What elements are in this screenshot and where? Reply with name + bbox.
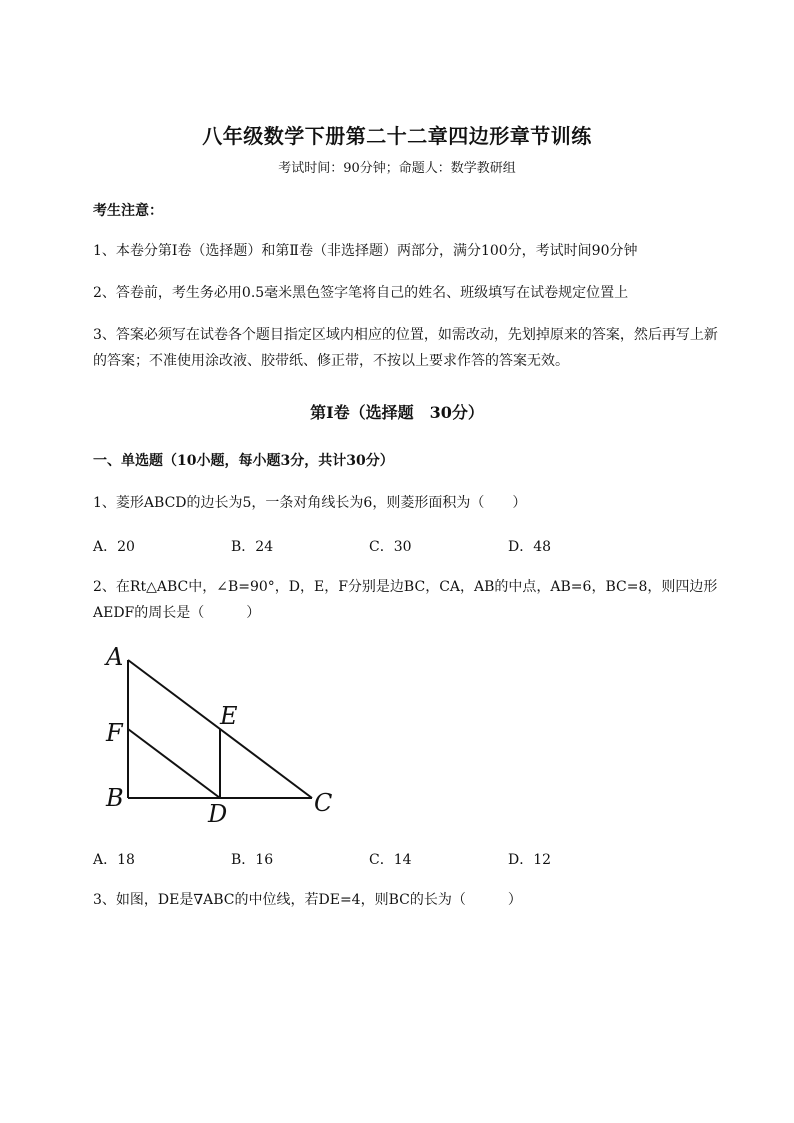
- label-e: E: [220, 702, 238, 730]
- segment-fd: [128, 729, 220, 798]
- triangle-figure: [100, 640, 350, 830]
- notice-item-2: 2、答卷前，考生务必用0.5毫米黑色签字笔将自己的姓名、班级填写在试卷规定位置上: [93, 285, 629, 301]
- question-2-line-1: 2、在Rt△ABC中，∠B=90°，D，E，F分别是边BC，CA，AB的中点，AB=6，BC=8，则四边形: [93, 579, 718, 595]
- q2-option-c[interactable]: C．14: [369, 852, 412, 868]
- notice-item-3: 3、答案必须写在试卷各个题目指定区域内相应的位置，如需改动，先划掉原来的答案，然后再写上新: [93, 327, 718, 343]
- label-f: F: [106, 719, 123, 747]
- q1-option-a[interactable]: A．20: [93, 539, 135, 555]
- question-1: 1、菱形ABCD的边长为5，一条对角线长为6，则菱形面积为（ ）: [93, 495, 527, 511]
- q1-option-b[interactable]: B．24: [231, 539, 274, 555]
- part-heading: 一、单选题（10小题，每小题3分，共计30分）: [93, 453, 394, 469]
- label-d: D: [208, 800, 228, 828]
- question-3: 3、如图，DE是∇ABC的中位线，若DE=4，则BC的长为（ ）: [93, 892, 522, 908]
- q2-option-b[interactable]: B．16: [231, 852, 274, 868]
- notice-item-1: 1、本卷分第Ⅰ卷（选择题）和第Ⅱ卷（非选择题）两部分，满分100分，考试时间90分钟: [93, 243, 638, 259]
- label-b: B: [106, 784, 124, 812]
- page-title: 八年级数学下册第二十二章四边形章节训练: [202, 124, 592, 148]
- label-a: A: [106, 643, 124, 671]
- notice-item-3-cont: 的答案；不准使用涂改液、胶带纸、修正带，不按以上要求作答的答案无效。: [93, 353, 569, 369]
- notice-heading: 考生注意：: [93, 203, 163, 219]
- q1-option-c[interactable]: C．30: [369, 539, 412, 555]
- q2-option-d[interactable]: D．12: [508, 852, 552, 868]
- exam-info: 考试时间：90分钟；命题人：数学教研组: [278, 161, 516, 176]
- label-c: C: [314, 789, 333, 817]
- q2-option-a[interactable]: A．18: [93, 852, 135, 868]
- q1-option-d[interactable]: D．48: [508, 539, 552, 555]
- section-title: 第Ⅰ卷（选择题 30分）: [310, 403, 484, 422]
- question-2-line-2: AEDF的周长是（ ）: [93, 605, 261, 621]
